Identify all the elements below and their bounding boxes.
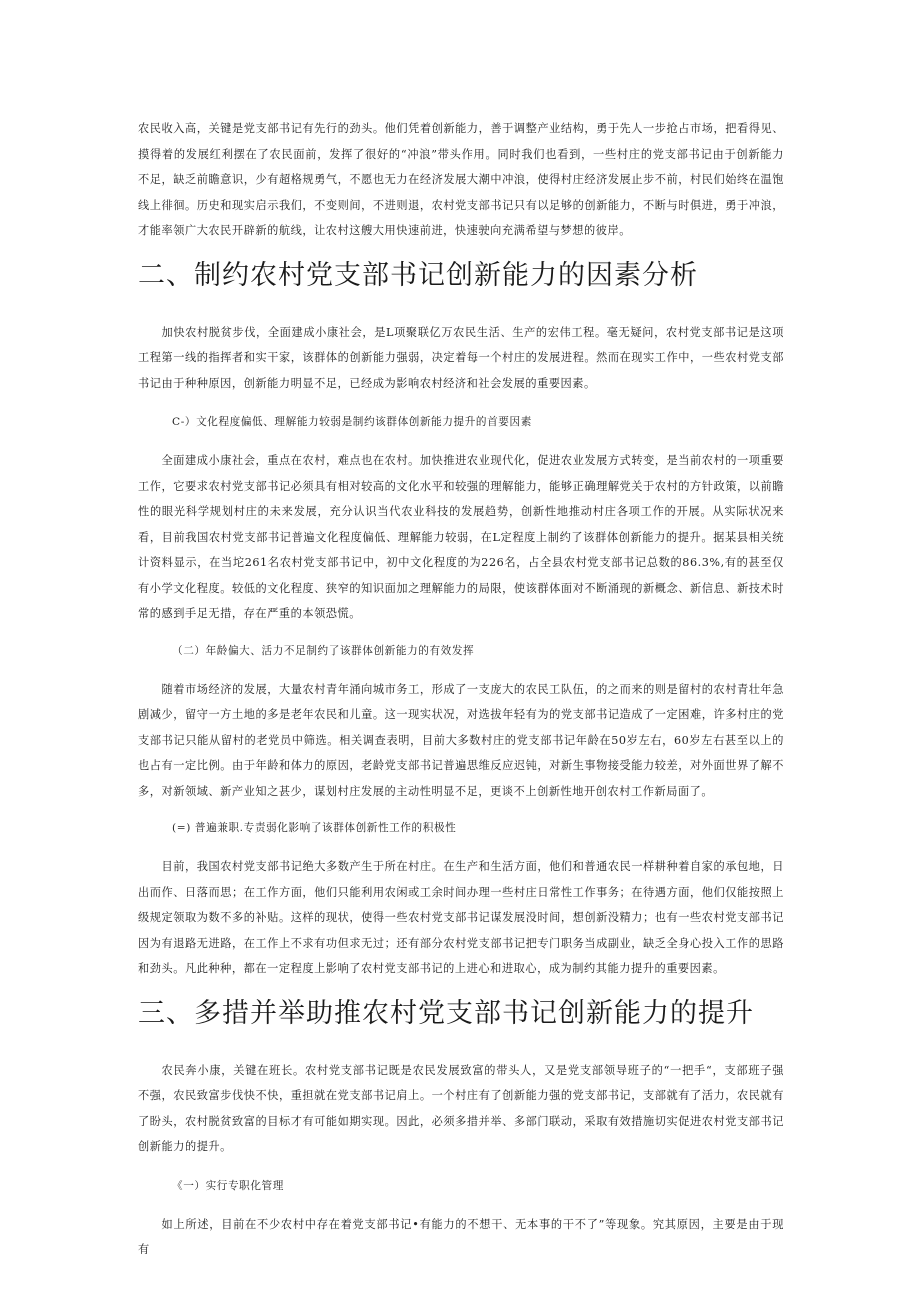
paragraph-intro-continued: 农民收入高，关键是党支部书记有先行的劲头。他们凭着创新能力，善于调整产业结构，勇于先人一步抢占市场，把看得见、摸得着的发展红利摆在了农民面前，发挥了很好的“冲浪”带头作用。同时我们也看到，一些村庄的党支部书记由于创新能力不足，缺乏前瞻意识，少有超格规勇气，不愿也无力在经济发展大潮中冲浪，使得村庄经济发展止步不前，村民们始终在温饱线上徘徊。历史和现实启示我们，不变则间，不进则退，农村党支部书记只有以足够的创新能力，不断与时俱进，勇于冲浪，才能率领广大农民开辟新的航线，让农村这艘大用快速前进，快速驶向充满希望与梦想的彼岸。: [138, 122, 784, 237]
subheading-3-1: 《一）实行专职化管理: [172, 1179, 284, 1192]
paragraph-2-3: 目前，我国农村党支部书记绝大多数产生于所在村庄。在生产和生活方面，他们和普通农民一样耕种着自家的承包地，日出而作、日落而思；在工作方面，他们只能利用农闲或工余时间办理一些村庄日常性工作事务；在待遇方面，他们仅能按照上级规定领取为数不多的补贴。这样的现状，使得一些农村党支部书记谋发展没时间，想创新没精力；也有一些农村党支部书记因为有退路无进路，在工作上不求有功但求无过；还有部分农村党支部书记把专门职务当成副业，缺乏全身心投入工作的思路和劲头。凡此种种，都在一定程度上影响了农村党支部书记的上进心和进取心，成为制约其能力提升的重要因素。: [138, 860, 784, 975]
paragraph-2-1: 全面建成小康社会，重点在农村，难点也在农村。加快推进农业现代化，促进农业发展方式转变，是当前农村的一项重要工作，它要求农村党支部书记必须具有相对较高的文化水平和较强的理解能力，能够正确理解党关于农村的方针政策，以前瞻性的眼光科学规划村庄的未来发展，充分认识当代农业科技的发展趋势，创新性地推动村庄各项工作的开展。从实际状况来看，目前我国农村党支部书记普遍文化程度偏低、理解能力较弱，在L定程度上制约了该群体创新能力的提升。据某县相关统计资料显示，在当坨261名农村党支部书记中，初中文化程度的为226名，占全县农村党支部书记总数的86.3%,有的甚至仅有小学文化程度。较低的文化程度、狭窄的知识面加之理解能力的局限，使该群体面对不断涌现的新概念、新信息、新技术时常的感到手足无措，存在严重的本领恐慌。: [138, 454, 784, 620]
document-body: [138, 116, 784, 1263]
subheading-2-3: (=) 普遍兼职.专责弱化影响了该群体创新性工作的积极性: [172, 822, 457, 834]
paragraph-section-3-intro: 农民奔小康，关键在班长。农村党支部书记既是农民发展致富的带头人，又是党支部领导班子的“一把手“，支部班子强不强，农民致富步伐快不快，重担就在党支部书记肩上。一个村庄有了创新能力强的党支部书记，支部就有了活力，农民就有了盼头，农村脱贫致富的目标才有可能如期实现。因此，必须多措并举、多部门联动，采取有效措施切实促进农村党支部书记创新能力的提升。: [138, 1063, 784, 1153]
subheading-2-1: C-）文化程度偏低、理解能力较弱是制约该群体创新能力提升的首要因素: [172, 416, 532, 428]
paragraph-section-2-intro: 加快农村脱贫步伐，全面建成小康社会，是L项聚联亿万农民生活、生产的宏伟工程。毫无疑问，农村党支部书记是这项工程第一线的指挥者和实干家，该群体的创新能力强弱，决定着每一个村庄的发展进程。然而在现实工作中，一些农村党支部书记由于种种原因，创新能力明显不足，已经成为影响农村经济和社会发展的重要因素。: [138, 325, 784, 390]
section-heading-2: 二、制约农村党支部书记创新能力的因素分析: [138, 259, 698, 291]
paragraph-2-2: 随着市场经济的发展，大量农村青年涌向城市务工，形成了一支庞大的农民工队伍，的之而来的则是留村的农村青壮年急剧减少，留守一方土地的多是老年农民和儿童。这一现实状况，对选拔年轻有为的党支部书记造成了一定困难，许多村庄的党支部书记只能从留村的老党员中筛选。相关调查表明，目前大多数村庄的党支部书记年龄在50岁左右，60岁左右甚至以上的也占有一定比例。由于年龄和体力的原因，老龄党支部书记普遍思维反应迟钝，对新生事物接受能力较差，对外面世界了解不多，对新领域、新产业知之甚少，谋划村庄发展的主动性明显不足，更谈不上创新性地开创农村工作新局面了。: [138, 682, 784, 798]
section-heading-3: 三、多措并举助推农村党支部书记创新能力的提升: [138, 997, 754, 1029]
paragraph-3-1: 如上所述，目前在不少农村中存在着党支部书记•有能力的不想干、无本事的干不了”等现象。究其原因，主要是由于现有: [138, 1217, 784, 1256]
subheading-2-2: （二）年龄偏大、活力不足制约了该群体创新能力的有效发挥: [172, 644, 475, 657]
